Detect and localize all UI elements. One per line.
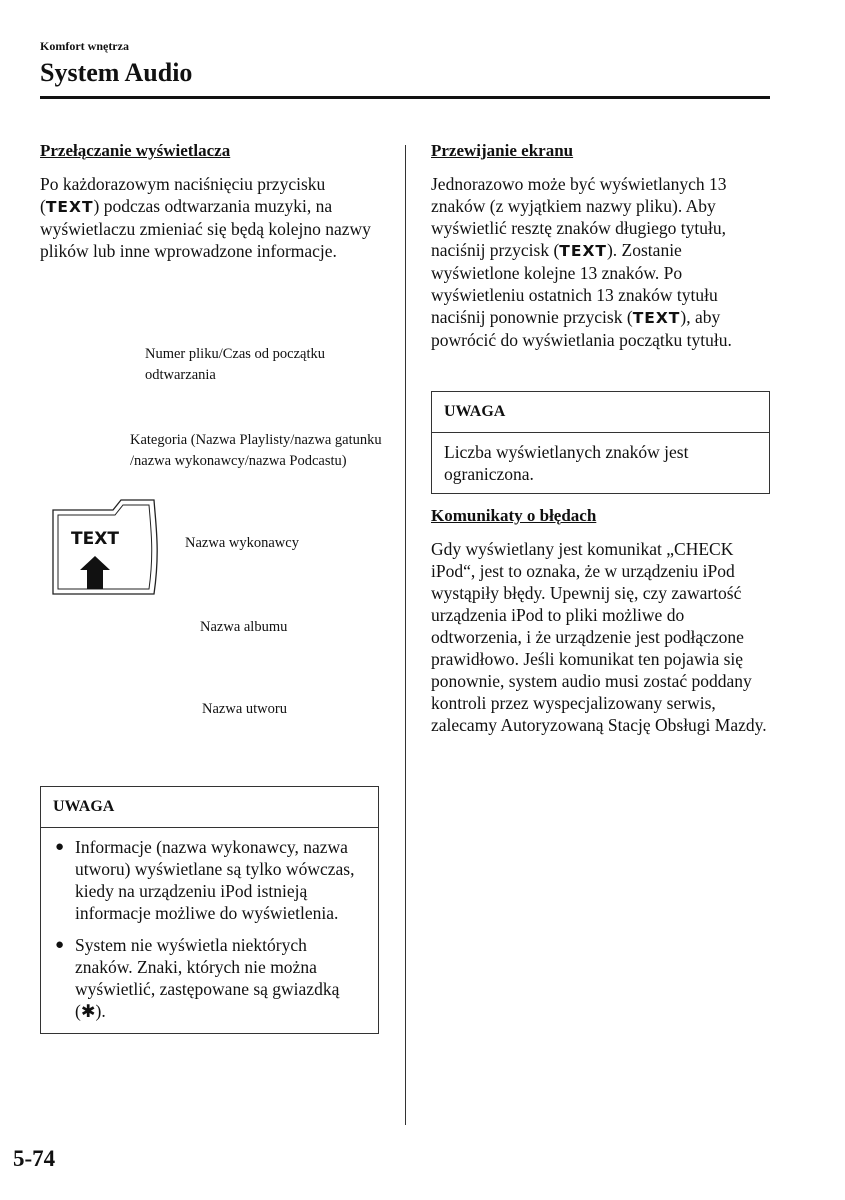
- label-category: Kategoria (Nazwa Playlisty/nazwa gatunku /nazwa wykonawcy/nazwa Podcastu): [130, 432, 382, 469]
- text-key-label: TEXT: [559, 242, 607, 260]
- text-key-label: TEXT: [45, 198, 94, 216]
- bullet-icon: ●: [55, 937, 65, 953]
- display-switch-paragraph: Po każdorazowym naciśnięciu przycisku (TEXT) podczas odtwarzania muzyki, na wyświetlaczu zmieniać się będą kolejno nazwy plików lub inne wprowadzone informacje.: [40, 174, 371, 261]
- label-file-number-time: Numer pliku/Czas od początku odtwarzania: [145, 346, 325, 383]
- error-messages-paragraph: Gdy wyświetlany jest komunikat „CHECK iPod“, jest to oznaka, że w urządzeniu iPod wystąpiły błędy. Upewnij się, czy zawartość urządzenia iPod to pliki możliwe do odtworzenia, i że urządzenie jest podłączone prawidłowo. Jeśli komunikat ten pojawia się ponownie, system audio musi zostać poddany kontroli przez wyspecjalizowany serwis, zalecamy Autoryzowaną Stację Obsługi Mazdy.: [431, 539, 767, 735]
- screen-scroll-paragraph: Jednorazowo może być wyświetlanych 13 znaków (z wyjątkiem nazwy pliku). Aby wyświetlić resztę znaków długiego tytułu, naciśnij przycisk (TEXT). Zostanie wyświetlone kolejne 13 znaków. Po wyświetleniu ostatnich 13 znaków tytułu naciśnij ponownie przycisk (TEXT), aby powrócić do wyświetlania początku tytułu.: [431, 174, 732, 350]
- heading-screen-scroll: Przewijanie ekranu: [431, 141, 574, 160]
- text-button-diagram: [40, 340, 400, 730]
- heading-display-switch: Przełączanie wyświetlacza: [40, 141, 231, 160]
- display-switch-text-2: podczas odtwarzania muzyki, na wyświetlaczu zmieniać się będą kolejno nazwy plików lub inne wprowadzone informacje.: [40, 196, 371, 261]
- page-number: 5-74: [13, 1146, 56, 1171]
- label-artist-name: Nazwa wykonawcy: [185, 535, 299, 551]
- label-album-name: Nazwa albumu: [200, 619, 288, 635]
- note-body: [41, 828, 378, 1033]
- text-key-label: TEXT: [632, 309, 681, 327]
- heading-error-messages: Komunikaty o błędach: [431, 506, 597, 525]
- label-track-name: Nazwa utworu: [202, 701, 287, 717]
- column-divider: [405, 145, 406, 1125]
- title-rule: [40, 96, 770, 99]
- note-body: Liczba wyświetlanych znaków jest ograniczona.: [444, 442, 689, 484]
- note-bullet-item: ● System nie wyświetla niektórych znaków. Znaki, których nie można wyświetlić, zastępowane są gwiazdką (✱).: [55, 935, 340, 1022]
- text-button-label: TEXT: [71, 529, 119, 549]
- note-bullet-item: ● Informacje (nazwa wykonawcy, nazwa utworu) wyświetlane są tylko wówczas, kiedy na urządzeniu iPod istnieją informacje możliwe do wyświetlenia.: [55, 837, 355, 923]
- display-switch-text-1: Po każdorazowym naciśnięciu przycisku: [40, 174, 326, 194]
- bullet-icon: ●: [55, 839, 65, 855]
- page-title: System Audio: [40, 58, 193, 87]
- note-title: UWAGA: [432, 392, 769, 433]
- section-label: Komfort wnętrza: [40, 39, 129, 53]
- note-box-char-limit: [431, 391, 770, 494]
- asterisk-icon: ✱: [80, 1002, 96, 1022]
- note-title: UWAGA: [41, 787, 378, 828]
- note-box-display: [40, 786, 379, 1034]
